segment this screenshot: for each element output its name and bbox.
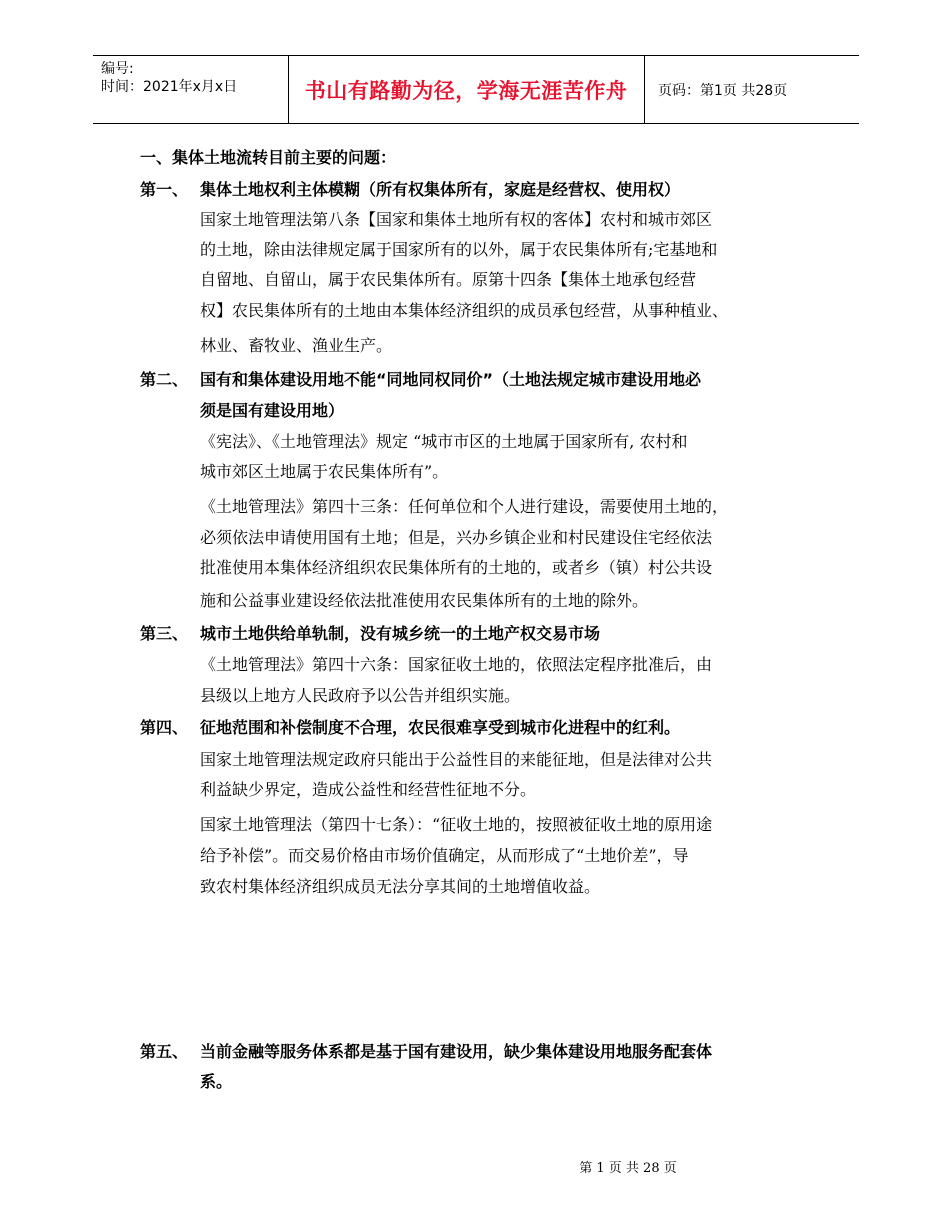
- section-title: 城市土地供给单轨制，没有城乡统一的土地产权交易市场: [200, 624, 601, 643]
- section-title: 征地范围和补偿制度不合理，农民很难享受到城市化进程中的红利。: [200, 718, 681, 737]
- paragraph-line: 权】农民集体所有的土地由本集体经济组织的成员承包经营，从事种植业、: [200, 301, 729, 320]
- paragraph-line: 国家土地管理法（第四十七条）：“征收土地的，按照被征收土地的原用途: [200, 815, 713, 834]
- paragraph-line: 自留地、自留山，属于农民集体所有。原第十四条【集体土地承包经营: [200, 270, 697, 289]
- page-header: [93, 55, 859, 124]
- number-label: 编号:: [101, 61, 134, 77]
- section-label: 第四、: [140, 718, 189, 737]
- paragraph-line: 的土地，除由法律规定属于国家所有的以外，属于农民集体所有;宅基地和: [200, 240, 718, 259]
- paragraph-line: 国家土地管理法第八条【国家和集体土地所有权的客体】农村和城市郊区: [200, 210, 713, 229]
- section-title: 国有和集体建设用地不能“同地同权同价”（土地法规定城市建设用地必: [200, 370, 702, 389]
- header-meta: [101, 60, 237, 96]
- paragraph-line: 《土地管理法》第四十三条：任何单位和个人进行建设，需要使用土地的，: [200, 497, 729, 516]
- paragraph-line: 《宪法》、《土地管理法》规定 “城市市区的土地属于国家所有, 农村和: [200, 432, 688, 451]
- section-title: 系。: [200, 1072, 233, 1091]
- paragraph-line: 致农村集体经济组织成员无法分享其间的土地增值收益。: [200, 877, 601, 896]
- section-label: 第一、: [140, 180, 189, 199]
- section-title: 当前金融等服务体系都是基于国有建设用，缺少集体建设用地服务配套体: [200, 1042, 713, 1061]
- section-label: 第二、: [140, 370, 189, 389]
- section-label: 第三、: [140, 624, 189, 643]
- section-label: 第五、: [140, 1042, 189, 1061]
- paragraph-line: 国家土地管理法规定政府只能出于公益性目的来能征地，但是法律对公共: [200, 750, 713, 769]
- paragraph-line: 林业、畜牧业、渔业生产。: [200, 336, 393, 355]
- header-page-info: 页码：第1页 共28页: [658, 82, 788, 99]
- section-heading: 一、集体土地流转目前主要的问题：: [140, 148, 397, 167]
- paragraph-line: 利益缺少界定，造成公益性和经营性征地不分。: [200, 780, 537, 799]
- page-footer: 第 1 页 共 28 页: [579, 1161, 677, 1176]
- section-title: 须是国有建设用地）: [200, 401, 345, 420]
- paragraph-line: 施和公益事业建设经依法批准使用农民集体所有的土地的除外。: [200, 591, 649, 610]
- paragraph-line: 批准使用本集体经济组织农民集体所有的土地的，或者乡（镇）村公共设: [200, 558, 713, 577]
- paragraph-line: 城市郊区土地属于农民集体所有”。: [200, 462, 449, 481]
- paragraph-line: 县级以上地方人民政府予以公告并组织实施。: [200, 686, 521, 705]
- section-title: 集体土地权利主体模糊（所有权集体所有，家庭是经营权、使用权）: [200, 180, 681, 199]
- paragraph-line: 《土地管理法》第四十六条：国家征收土地的，依照法定程序批准后，由: [200, 655, 713, 674]
- paragraph-line: 给予补偿”。而交易价格由市场价值确定，从而形成了“土地价差”，导: [200, 846, 689, 865]
- paragraph-line: 必须依法申请使用国有土地；但是，兴办乡镇企业和村民建设住宅经依法: [200, 528, 713, 547]
- time-label: 时间：2021年x月x日: [101, 79, 238, 95]
- header-motto: 书山有路勤为径，学海无涯苦作舟: [304, 78, 628, 103]
